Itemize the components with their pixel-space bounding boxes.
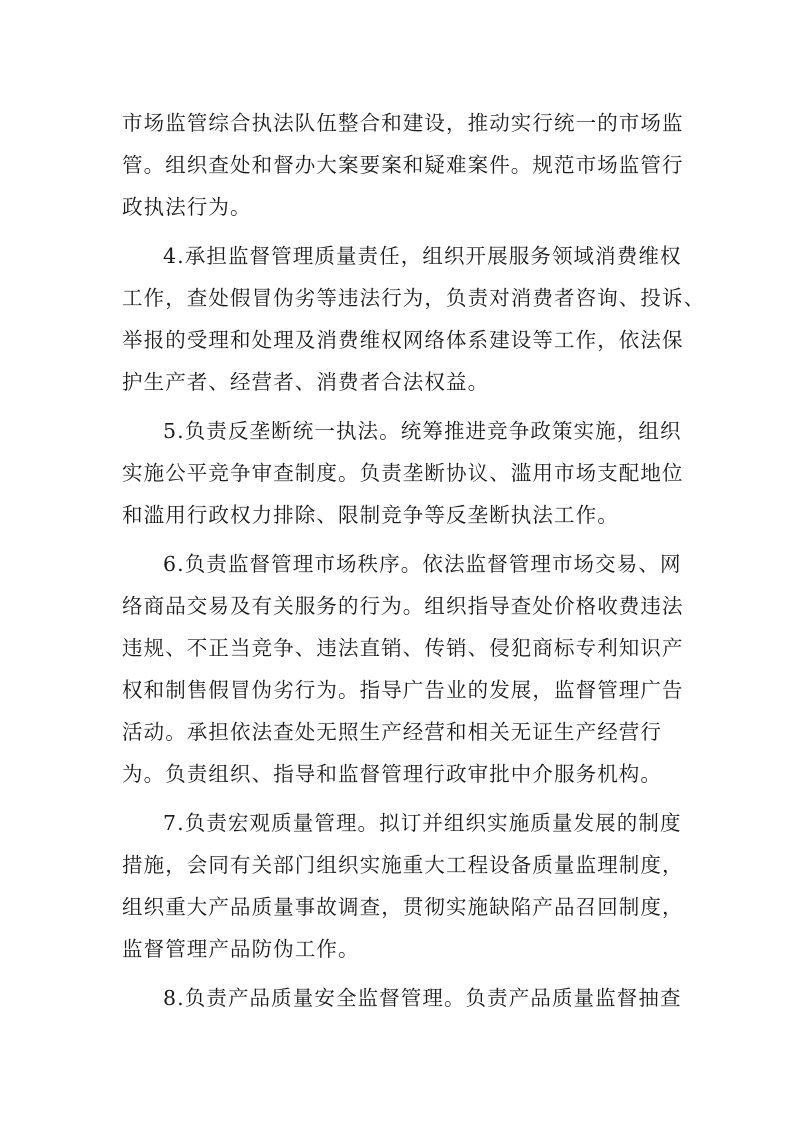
text-line: 和滥用行政权力排除、限制竞争等反垄断执法工作。	[122, 503, 619, 527]
text-line: 护生产者、经营者、消费者合法权益。	[122, 370, 490, 394]
body-text	[122, 102, 706, 1019]
text-line: 活动。承担依法查处无照生产经营和相关无证生产经营行	[122, 720, 662, 744]
text-line: 管。组织查处和督办大案要案和疑难案件。规范市场监管行	[122, 153, 684, 177]
text-line: 违规、不正当竞争、违法直销、传销、侵犯商标专利知识产	[122, 636, 684, 660]
paragraph	[122, 102, 684, 228]
text-line: 6.负责监督管理市场秩序。依法监督管理市场交易、网	[163, 552, 682, 576]
text-line: 工作，查处假冒伪劣等违法行为，负责对消费者咨询、投诉、	[122, 286, 706, 310]
text-line: 政执法行为。	[122, 195, 252, 219]
text-line: 7.负责宏观质量管理。拟订并组织实施质量发展的制度	[163, 811, 682, 835]
text-line: 5.负责反垄断统一执法。统筹推进竞争政策实施，组织	[163, 419, 682, 443]
text-line: 为。负责组织、指导和监督管理行政审批中介服务机构。	[122, 762, 662, 786]
text-line: 4.承担监督管理质量责任，组织开展服务领域消费维权	[163, 244, 682, 268]
text-line: 8.负责产品质量安全监督管理。负责产品质量监督抽查	[163, 986, 682, 1010]
paragraph	[122, 977, 682, 1019]
text-line: 实施公平竞争审查制度。负责垄断协议、滥用市场支配地位	[122, 461, 684, 485]
text-line: 络商品交易及有关服务的行为。组织指导查处价格收费违法	[122, 594, 684, 618]
paragraph	[122, 235, 706, 403]
text-line: 权和制售假冒伪劣行为。指导广告业的发展，监督管理广告	[122, 678, 684, 702]
text-line: 措施，会同有关部门组织实施重大工程设备质量监理制度，	[122, 853, 684, 877]
paragraph	[122, 410, 684, 536]
text-line: 举报的受理和处理及消费维权网络体系建设等工作，依法保	[122, 328, 684, 352]
text-line: 组织重大产品质量事故调查，贯彻实施缺陷产品召回制度，	[122, 895, 684, 919]
text-line: 监督管理产品防伪工作。	[122, 937, 360, 961]
paragraph	[122, 802, 684, 970]
text-line: 市场监管综合执法队伍整合和建设，推动实行统一的市场监	[122, 111, 684, 135]
paragraph	[122, 543, 684, 795]
